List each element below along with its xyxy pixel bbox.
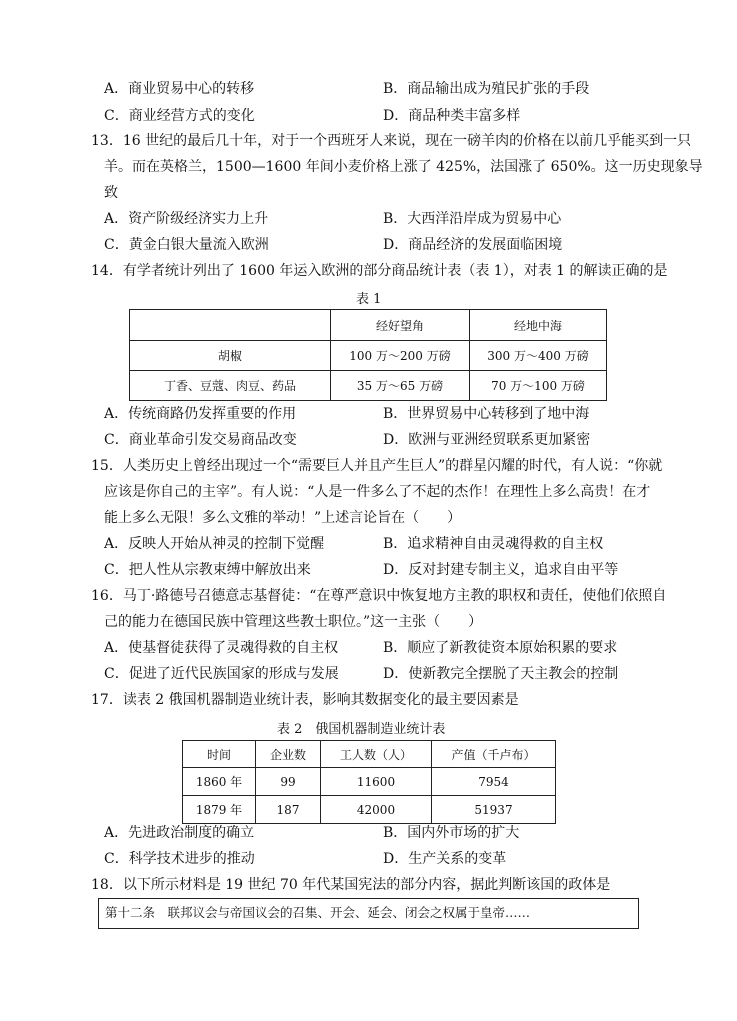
q15-option-a: A．反映人开始从神灵的控制下觉醒 bbox=[104, 536, 325, 552]
table-2 bbox=[182, 740, 556, 824]
table-row bbox=[130, 341, 607, 371]
q13-stem-line-2: 羊。而在英格兰，1500—1600 年间小麦价格上涨了 425%，法国涨了 650%。这一历史现象导 bbox=[104, 159, 703, 175]
q15-option-d: D．反对封建专制主义，追求自由平等 bbox=[383, 562, 619, 578]
q14-option-a: A．传统商路仍发挥重要的作用 bbox=[104, 406, 297, 422]
q14-option-d: D．欧洲与亚洲经贸联系更加紧密 bbox=[383, 432, 591, 448]
q15-option-b: B．追求精神自由灵魂得救的自主权 bbox=[383, 536, 604, 552]
table-2-header-cell: 工人数（人） bbox=[321, 741, 432, 768]
table-cell: 300 万～400 万磅 bbox=[470, 341, 607, 371]
q14-option-b: B．世界贸易中心转移到了地中海 bbox=[383, 406, 590, 422]
constitution-excerpt-box: 第十二条 联邦议会与帝国议会的召集、开会、延会、闭会之权属于皇帝…… bbox=[98, 898, 639, 929]
q13-option-a: A．资产阶级经济实力上升 bbox=[104, 211, 269, 227]
q15-option-c: C．把人性从宗教束缚中解放出来 bbox=[104, 562, 311, 578]
q17-option-d: D．生产关系的变革 bbox=[383, 851, 507, 867]
table-1-header-cell: 经地中海 bbox=[470, 310, 607, 341]
table-cell: 100 万～200 万磅 bbox=[331, 341, 470, 371]
q12-option-b: B．商品输出成为殖民扩张的手段 bbox=[383, 81, 590, 97]
q14-stem: 14．有学者统计列出了 1600 年运入欧洲的部分商品统计表（表 1），对表 1 的解读正确的是 bbox=[91, 263, 668, 279]
table-cell: 42000 bbox=[321, 796, 432, 824]
q13-stem-line-3: 致 bbox=[104, 185, 118, 201]
q13-option-d: D．商品经济的发展面临困境 bbox=[383, 237, 563, 253]
table-1-header-cell bbox=[130, 310, 331, 341]
q13-stem-line-1: 13．16 世纪的最后几十年，对于一个西班牙人来说，现在一磅羊肉的价格在以前几乎能买到一只 bbox=[91, 133, 692, 149]
table-1 bbox=[129, 309, 607, 401]
q16-stem-line-1: 16．马丁·路德号召德意志基督徒：“在尊严意识中恢复地方主教的职权和责任，使他们依照自 bbox=[91, 588, 667, 604]
q12-option-a: A．商业贸易中心的转移 bbox=[104, 81, 255, 97]
table-cell: 99 bbox=[256, 768, 321, 796]
q17-option-b: B．国内外市场的扩大 bbox=[383, 825, 520, 841]
table-row bbox=[183, 796, 556, 824]
table-cell: 1860 年 bbox=[183, 768, 256, 796]
q12-option-c: C．商业经营方式的变化 bbox=[104, 108, 255, 124]
table-2-title: 表 2 俄国机器制造业统计表 bbox=[277, 722, 446, 737]
table-cell: 70 万～100 万磅 bbox=[470, 371, 607, 401]
q17-stem: 17．读表 2 俄国机器制造业统计表，影响其数据变化的最主要因素是 bbox=[91, 692, 519, 708]
table-2-header-cell: 时间 bbox=[183, 741, 256, 768]
table-cell: 187 bbox=[256, 796, 321, 824]
table-1-title: 表 1 bbox=[356, 292, 382, 307]
q13-option-c: C．黄金白银大量流入欧洲 bbox=[104, 237, 269, 253]
q18-stem: 18．以下所示材料是 19 世纪 70 年代某国宪法的部分内容，据此判断该国的政体是 bbox=[91, 877, 611, 893]
q14-option-c: C．商业革命引发交易商品改变 bbox=[104, 432, 297, 448]
q17-option-c: C．科学技术进步的推动 bbox=[104, 851, 255, 867]
q16-stem-line-2: 己的能力在德国民族中管理这些教士职位。”这一主张（ ） bbox=[104, 614, 483, 630]
table-row bbox=[130, 371, 607, 401]
table-row bbox=[183, 768, 556, 796]
table-cell: 1879 年 bbox=[183, 796, 256, 824]
table-cell: 7954 bbox=[432, 768, 556, 796]
q13-option-b: B．大西洋沿岸成为贸易中心 bbox=[383, 211, 562, 227]
table-2-header-cell: 产值（千卢布） bbox=[432, 741, 556, 768]
table-1-header-cell: 经好望角 bbox=[331, 310, 470, 341]
table-cell: 35 万～65 万磅 bbox=[331, 371, 470, 401]
q17-option-a: A．先进政治制度的确立 bbox=[104, 825, 255, 841]
q16-option-d: D．使新教完全摆脱了天主教会的控制 bbox=[383, 666, 619, 682]
table-cell: 胡椒 bbox=[130, 341, 331, 371]
q16-option-b: B．顺应了新教徒资本原始积累的要求 bbox=[383, 640, 618, 656]
q16-option-c: C．促进了近代民族国家的形成与发展 bbox=[104, 666, 339, 682]
q16-option-a: A．使基督徒获得了灵魂得救的自主权 bbox=[104, 640, 339, 656]
q12-option-d: D．商品种类丰富多样 bbox=[383, 108, 521, 124]
table-cell: 11600 bbox=[321, 768, 432, 796]
table-cell: 丁香、豆蔻、肉豆、药品 bbox=[130, 371, 331, 401]
table-2-header-cell: 企业数 bbox=[256, 741, 321, 768]
q15-stem-line-3: 能上多么无限！多么文雅的举动！”上述言论旨在（ ） bbox=[104, 510, 462, 526]
q15-stem-line-1: 15．人类历史上曾经出现过一个“需要巨人并且产生巨人”的群星闪耀的时代，有人说：“你就 bbox=[91, 458, 663, 474]
q15-stem-line-2: 应该是你自己的主宰”。有人说：“人是一件多么了不起的杰作！在理性上多么高贵！在才 bbox=[104, 484, 651, 500]
table-cell: 51937 bbox=[432, 796, 556, 824]
